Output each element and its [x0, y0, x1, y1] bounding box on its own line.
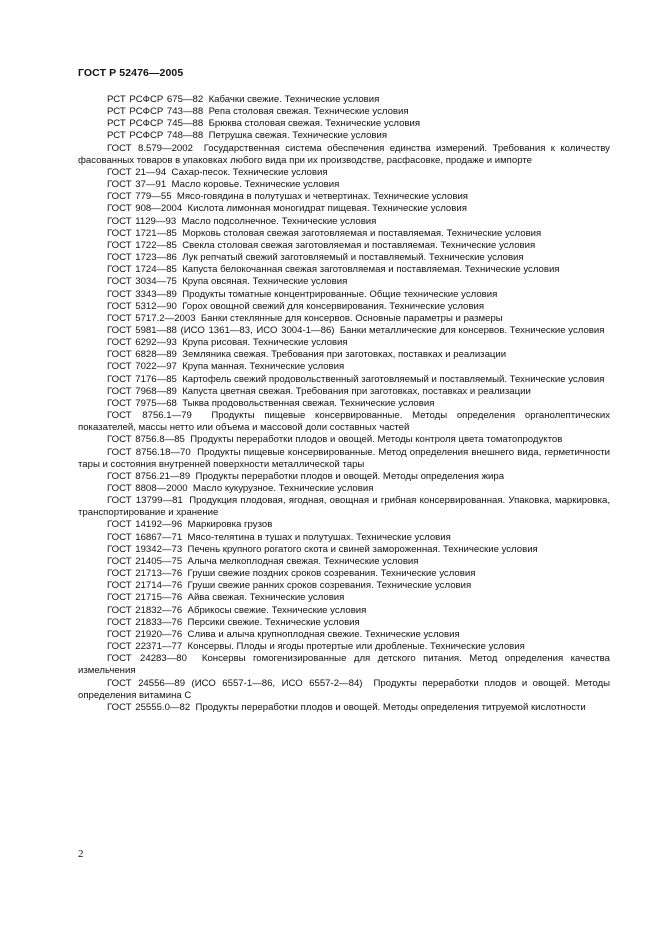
standard-title: Продукты переработки плодов и овощей. Методы контроля цвета томатопродуктов	[190, 434, 563, 446]
standard-title: Банки металлические для консервов. Технические условия	[339, 324, 605, 336]
standard-title: Мясо-телятина в тушах и полутушах. Технические условия	[187, 531, 451, 543]
standard-title: Продукты переработки плодов и овощей. Методы определения жира	[195, 470, 505, 482]
reference-entry	[78, 519, 610, 531]
standard-title: Продукты томатные концентрированные. Общие технические условия	[182, 288, 498, 300]
reference-entry	[78, 252, 610, 264]
standard-code: РСТ РСФСР 748—88	[107, 130, 204, 142]
standard-code: ГОСТ 5312—90	[107, 300, 177, 312]
reference-entry	[78, 617, 610, 629]
reference-entry	[78, 678, 610, 702]
standard-code: ГОСТ 5981—88 (ИСО 1361—83, ИСО 3004-1—86)	[107, 324, 335, 336]
page-number: 2	[78, 848, 84, 860]
standard-code: ГОСТ 21832—76	[107, 604, 183, 616]
standard-code: ГОСТ 908—2004	[107, 203, 183, 215]
standard-code: ГОСТ 5717.2—2003	[107, 312, 196, 324]
reference-entry	[78, 702, 610, 714]
standard-code: ГОСТ 8756.1—79	[107, 410, 192, 422]
reference-entry	[78, 337, 610, 349]
reference-entry	[78, 641, 610, 653]
standard-code: ГОСТ 24283—80	[107, 653, 187, 665]
standard-title: Крупа овсяная. Технические условия	[182, 276, 348, 288]
standard-code: ГОСТ 3343—89	[107, 288, 177, 300]
standard-title: Морковь столовая свежая заготовляемая и поставляемая. Технические условия	[182, 227, 542, 239]
standard-title: Айва свежая. Технические условия	[187, 592, 345, 604]
reference-entry	[78, 398, 610, 410]
reference-entry	[78, 495, 610, 519]
reference-entry	[78, 605, 610, 617]
standard-title: Продукты переработки плодов и овощей. Методы определения витамина С	[78, 677, 611, 701]
reference-entry	[78, 276, 610, 288]
reference-entry	[78, 544, 610, 556]
reference-entry	[78, 264, 610, 276]
standard-title: Продукты переработки плодов и овощей. Методы определения титруемой кислотности	[195, 701, 586, 713]
standard-title: Репа столовая свежая. Технические условия	[208, 106, 409, 118]
reference-entry	[78, 374, 610, 386]
standard-title: Кислота лимонная моногидрат пищевая. Технические условия	[187, 203, 467, 215]
reference-entry	[78, 228, 610, 240]
normative-references-list	[78, 94, 610, 714]
reference-entry	[78, 203, 610, 215]
standard-code: ГОСТ 21833—76	[107, 616, 183, 628]
standard-code: ГОСТ 16867—71	[107, 531, 183, 543]
standard-code: РСТ РСФСР 743—88	[107, 106, 204, 118]
standard-code: ГОСТ 37—91	[107, 179, 167, 191]
standard-title: Алыча мелкоплодная свежая. Технические условия	[187, 555, 419, 567]
reference-entry	[78, 179, 610, 191]
standard-title: Консервы гомогенизированные для детского питания. Метод определения качества измельчения	[78, 653, 611, 677]
standard-code: ГОСТ 1722—85	[107, 239, 177, 251]
standard-code: ГОСТ 21713—76	[107, 568, 183, 580]
reference-entry	[78, 143, 610, 167]
standard-code: ГОСТ 21715—76	[107, 592, 183, 604]
reference-entry	[78, 240, 610, 252]
reference-entry	[78, 568, 610, 580]
reference-entry	[78, 580, 610, 592]
reference-entry	[78, 313, 610, 325]
reference-entry	[78, 301, 610, 313]
standard-code: ГОСТ 8756.21—89	[107, 470, 191, 482]
reference-entry	[78, 653, 610, 677]
standard-code: ГОСТ 7176—85	[107, 373, 177, 385]
standard-code: ГОСТ 24556—89 (ИСО 6557-1—86, ИСО 6557-2—84)	[107, 677, 363, 689]
standard-code: ГОСТ 21405—75	[107, 555, 183, 567]
standard-title: Тыква продовольственная свежая. Технические условия	[182, 397, 435, 409]
standard-code: ГОСТ 19342—73	[107, 543, 183, 555]
standard-title: Продукты пищевые консервированные. Метод определения внешнего вида, герметичности тары и состояния внутренней поверхности металлической тары	[78, 446, 610, 470]
standard-title: Капуста белокочанная свежая заготовляемая и поставляемая. Технические условия	[182, 264, 560, 276]
reference-entry	[78, 556, 610, 568]
standard-title: Масло кукурузное. Технические условия	[192, 483, 374, 494]
standard-title: Масло коровье. Технические условия	[171, 179, 340, 191]
reference-entry	[78, 629, 610, 641]
standard-code: РСТ РСФСР 675—82	[107, 94, 204, 105]
standard-title: Абрикосы свежие. Технические условия	[187, 604, 367, 616]
standard-code: ГОСТ 8808—2000	[107, 483, 188, 494]
standard-title: Печень крупного рогатого скота и свиней замороженная. Технические условия	[187, 543, 538, 555]
standard-title: Продукты пищевые консервированные. Методы определения органолептических показателей, массы нетто или объема и массовой доли составных частей	[78, 410, 610, 434]
standard-title: Кабачки свежие. Технические условия	[208, 94, 380, 105]
reference-entry	[78, 289, 610, 301]
standard-title: Государственная система обеспечения единства измерений. Требования к количеству фасованных товаров в упаковках любого вида при их производстве, расфасовке, продаже и импорте	[78, 142, 610, 166]
standard-code: ГОСТ 14192—96	[107, 519, 183, 531]
reference-entry	[78, 471, 610, 483]
standard-code: ГОСТ 779—55	[107, 191, 172, 203]
reference-entry	[78, 325, 610, 337]
reference-entry	[78, 130, 610, 142]
standard-title: Сахар-песок. Технические условия	[171, 166, 328, 178]
standard-title: Продукция плодовая, ягодная, овощная и грибная консервированная. Упаковка, маркировка, транспортирование и хранение	[78, 495, 610, 519]
standard-title: Маркировка грузов	[187, 519, 273, 531]
standard-title: Крупа манная. Технические условия	[182, 361, 345, 373]
standard-code: ГОСТ 8.579—2002	[107, 142, 193, 154]
reference-entry	[78, 216, 610, 228]
standard-title: Консервы. Плоды и ягоды протертые или дробленые. Технические условия	[187, 641, 525, 653]
reference-entry	[78, 191, 610, 203]
standard-title: Лук репчатый свежий заготовляемый и поставляемый. Технические условия	[182, 252, 524, 264]
standard-code: ГОСТ 1129—93	[107, 215, 177, 227]
reference-entry	[78, 349, 610, 361]
standard-title: Крупа рисовая. Технические условия	[182, 337, 348, 349]
standard-code: ГОСТ 8756.8—85	[107, 434, 185, 446]
reference-entry	[78, 118, 610, 130]
reference-entry	[78, 106, 610, 118]
standard-title: Банки стеклянные для консервов. Основные параметры и размеры	[200, 312, 503, 324]
standard-code: ГОСТ 21—94	[107, 166, 167, 178]
reference-entry	[78, 167, 610, 179]
document-header: ГОСТ Р 52476—2005	[78, 67, 184, 79]
standard-code: ГОСТ 1723—86	[107, 252, 177, 264]
reference-entry	[78, 434, 610, 446]
reference-entry	[78, 447, 610, 471]
standard-title: Брюква столовая свежая. Технические условия	[208, 118, 421, 130]
standard-title: Горох овощной свежий для консервирования. Технические условия	[182, 300, 485, 312]
standard-title: Масло подсолнечное. Технические условия	[181, 215, 377, 227]
standard-code: ГОСТ 7975—68	[107, 397, 177, 409]
reference-entry	[78, 386, 610, 398]
standard-title: Мясо-говядина в полутушах и четвертинах. Технические условия	[176, 191, 468, 203]
reference-entry	[78, 592, 610, 604]
standard-title: Груши свежие поздних сроков созревания. Технические условия	[187, 568, 476, 580]
standard-code: ГОСТ 13799—81	[107, 495, 183, 507]
standard-code: ГОСТ 3034—75	[107, 276, 177, 288]
standard-code: ГОСТ 22371—77	[107, 641, 183, 653]
standard-title: Земляника свежая. Требования при заготовках, поставках и реализации	[182, 349, 507, 361]
reference-entry	[78, 410, 610, 434]
standard-title: Слива и алыча крупноплодная свежие. Технические условия	[187, 628, 460, 640]
standard-title: Груши свежие ранних сроков созревания. Технические условия	[187, 580, 472, 592]
standard-code: РСТ РСФСР 745—88	[107, 118, 204, 130]
standard-title: Картофель свежий продовольственный заготовляемый и поставляемый. Технические условия	[182, 373, 605, 385]
standard-code: ГОСТ 6828—89	[107, 349, 177, 361]
reference-entry	[78, 483, 610, 495]
standard-code: ГОСТ 25555.0—82	[107, 701, 191, 713]
standard-title: Свекла столовая свежая заготовляемая и поставляемая. Технические условия	[182, 239, 536, 251]
standard-code: ГОСТ 6292—93	[107, 337, 177, 349]
standard-title: Капуста цветная свежая. Требования при заготовках, поставках и реализации	[182, 385, 531, 397]
standard-code: ГОСТ 7022—97	[107, 361, 177, 373]
reference-entry	[78, 361, 610, 373]
standard-title: Персики свежие. Технические условия	[187, 616, 360, 628]
standard-code: ГОСТ 21714—76	[107, 580, 183, 592]
standard-code: ГОСТ 1724—85	[107, 264, 177, 276]
standard-code: ГОСТ 7968—89	[107, 385, 177, 397]
standard-code: ГОСТ 8756.18—70	[107, 446, 191, 458]
reference-entry	[78, 94, 610, 106]
standard-title: Петрушка свежая. Технические условия	[208, 130, 388, 142]
reference-entry	[78, 532, 610, 544]
standard-code: ГОСТ 1721—85	[107, 227, 177, 239]
standard-code: ГОСТ 21920—76	[107, 628, 183, 640]
